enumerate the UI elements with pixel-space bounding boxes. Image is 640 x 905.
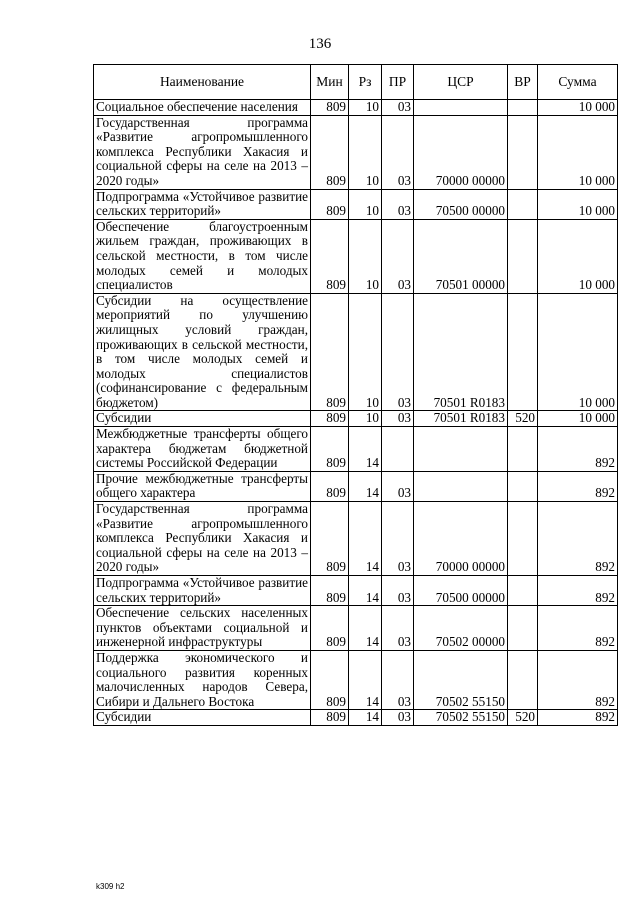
table-row xyxy=(94,606,618,651)
table-row xyxy=(94,650,618,709)
cell-vr xyxy=(508,100,538,116)
cell-name: Поддержка экономического и социального развития коренных малочисленных народов Севера, Сибири и Дальнего Востока xyxy=(94,650,311,709)
budget-table xyxy=(93,64,618,726)
cell-name: Подпрограмма «Устойчивое развитие сельских территорий» xyxy=(94,576,311,606)
cell-min: 809 xyxy=(311,411,349,427)
cell-sum: 892 xyxy=(538,427,618,472)
cell-vr xyxy=(508,606,538,651)
cell-pr: 03 xyxy=(382,650,414,709)
cell-vr xyxy=(508,502,538,576)
cell-vr xyxy=(508,650,538,709)
cell-min: 809 xyxy=(311,606,349,651)
page-number: 136 xyxy=(308,36,332,52)
table-row xyxy=(94,219,618,293)
cell-rz: 14 xyxy=(349,710,382,726)
header-name: Наименование xyxy=(94,65,311,100)
cell-rz: 14 xyxy=(349,502,382,576)
cell-sum: 10 000 xyxy=(538,115,618,189)
cell-sum: 892 xyxy=(538,650,618,709)
header-vr: ВР xyxy=(508,65,538,100)
cell-rz: 10 xyxy=(349,411,382,427)
cell-min: 809 xyxy=(311,115,349,189)
cell-sum: 892 xyxy=(538,471,618,501)
table-row xyxy=(94,115,618,189)
cell-pr: 03 xyxy=(382,576,414,606)
cell-csr: 70501 R0183 xyxy=(414,293,508,411)
cell-sum: 892 xyxy=(538,710,618,726)
cell-rz: 14 xyxy=(349,427,382,472)
cell-min: 809 xyxy=(311,189,349,219)
cell-csr: 70500 00000 xyxy=(414,189,508,219)
cell-min: 809 xyxy=(311,219,349,293)
cell-sum: 10 000 xyxy=(538,189,618,219)
cell-pr: 03 xyxy=(382,471,414,501)
cell-rz: 14 xyxy=(349,471,382,501)
cell-vr xyxy=(508,576,538,606)
cell-name: Субсидии xyxy=(94,710,311,726)
cell-name: Государственная программа «Развитие агропромышленного комплекса Республики Хакасия и социальной сферы на селе на 2013 – 2020 годы» xyxy=(94,115,311,189)
cell-vr xyxy=(508,427,538,472)
cell-sum: 892 xyxy=(538,606,618,651)
cell-pr: 03 xyxy=(382,411,414,427)
cell-rz: 10 xyxy=(349,100,382,116)
cell-csr xyxy=(414,471,508,501)
cell-vr: 520 xyxy=(508,411,538,427)
cell-rz: 10 xyxy=(349,189,382,219)
table-row xyxy=(94,100,618,116)
cell-min: 809 xyxy=(311,471,349,501)
table-row xyxy=(94,576,618,606)
cell-csr: 70501 00000 xyxy=(414,219,508,293)
table-row xyxy=(94,427,618,472)
cell-rz: 10 xyxy=(349,293,382,411)
cell-pr xyxy=(382,427,414,472)
cell-pr: 03 xyxy=(382,115,414,189)
cell-csr: 70000 00000 xyxy=(414,115,508,189)
cell-name: Субсидии на осуществление мероприятий по улучшению жилищных условий граждан, проживающих в сельской местности, в том числе молодых семей и молодых специалистов (софинансирование с федеральным бюджетом) xyxy=(94,293,311,411)
header-sum: Сумма xyxy=(538,65,618,100)
table-row xyxy=(94,710,618,726)
cell-rz: 10 xyxy=(349,115,382,189)
footer-code: k309 h2 xyxy=(96,882,125,891)
cell-sum: 10 000 xyxy=(538,219,618,293)
cell-pr: 03 xyxy=(382,219,414,293)
cell-rz: 14 xyxy=(349,576,382,606)
header-rz: Рз xyxy=(349,65,382,100)
cell-pr: 03 xyxy=(382,100,414,116)
cell-sum: 892 xyxy=(538,576,618,606)
cell-csr: 70000 00000 xyxy=(414,502,508,576)
cell-name: Обеспечение благоустроенным жильем граждан, проживающих в сельской местности, в том числе молодых семей и молодых специалистов xyxy=(94,219,311,293)
cell-sum: 10 000 xyxy=(538,293,618,411)
cell-name: Субсидии xyxy=(94,411,311,427)
table-row xyxy=(94,293,618,411)
table-header-row xyxy=(94,65,618,100)
cell-pr: 03 xyxy=(382,502,414,576)
cell-csr: 70502 00000 xyxy=(414,606,508,651)
header-csr: ЦСР xyxy=(414,65,508,100)
cell-vr xyxy=(508,471,538,501)
cell-name: Социальное обеспечение населения xyxy=(94,100,311,116)
cell-vr xyxy=(508,219,538,293)
header-min: Мин xyxy=(311,65,349,100)
cell-sum: 10 000 xyxy=(538,100,618,116)
cell-vr xyxy=(508,293,538,411)
header-pr: ПР xyxy=(382,65,414,100)
cell-min: 809 xyxy=(311,710,349,726)
cell-min: 809 xyxy=(311,427,349,472)
cell-pr: 03 xyxy=(382,189,414,219)
cell-vr xyxy=(508,115,538,189)
table-row xyxy=(94,189,618,219)
table-row xyxy=(94,411,618,427)
cell-name: Обеспечение сельских населенных пунктов объектами социальной и инженерной инфраструктуры xyxy=(94,606,311,651)
cell-pr: 03 xyxy=(382,293,414,411)
cell-csr: 70500 00000 xyxy=(414,576,508,606)
cell-rz: 10 xyxy=(349,219,382,293)
cell-min: 809 xyxy=(311,576,349,606)
cell-csr: 70502 55150 xyxy=(414,650,508,709)
table-row xyxy=(94,471,618,501)
cell-csr xyxy=(414,100,508,116)
cell-pr: 03 xyxy=(382,606,414,651)
cell-csr: 70501 R0183 xyxy=(414,411,508,427)
cell-sum: 892 xyxy=(538,502,618,576)
cell-csr xyxy=(414,427,508,472)
cell-rz: 14 xyxy=(349,650,382,709)
cell-vr: 520 xyxy=(508,710,538,726)
cell-sum: 10 000 xyxy=(538,411,618,427)
cell-csr: 70502 55150 xyxy=(414,710,508,726)
cell-min: 809 xyxy=(311,293,349,411)
cell-name: Подпрограмма «Устойчивое развитие сельских территорий» xyxy=(94,189,311,219)
cell-rz: 14 xyxy=(349,606,382,651)
cell-min: 809 xyxy=(311,100,349,116)
table-row xyxy=(94,502,618,576)
cell-pr: 03 xyxy=(382,710,414,726)
cell-vr xyxy=(508,189,538,219)
cell-min: 809 xyxy=(311,650,349,709)
cell-name: Прочие межбюджетные трансферты общего характера xyxy=(94,471,311,501)
cell-min: 809 xyxy=(311,502,349,576)
cell-name: Государственная программа «Развитие агропромышленного комплекса Республики Хакасия и социальной сферы на селе на 2013 – 2020 годы» xyxy=(94,502,311,576)
cell-name: Межбюджетные трансферты общего характера бюджетам бюджетной системы Российской Федерации xyxy=(94,427,311,472)
